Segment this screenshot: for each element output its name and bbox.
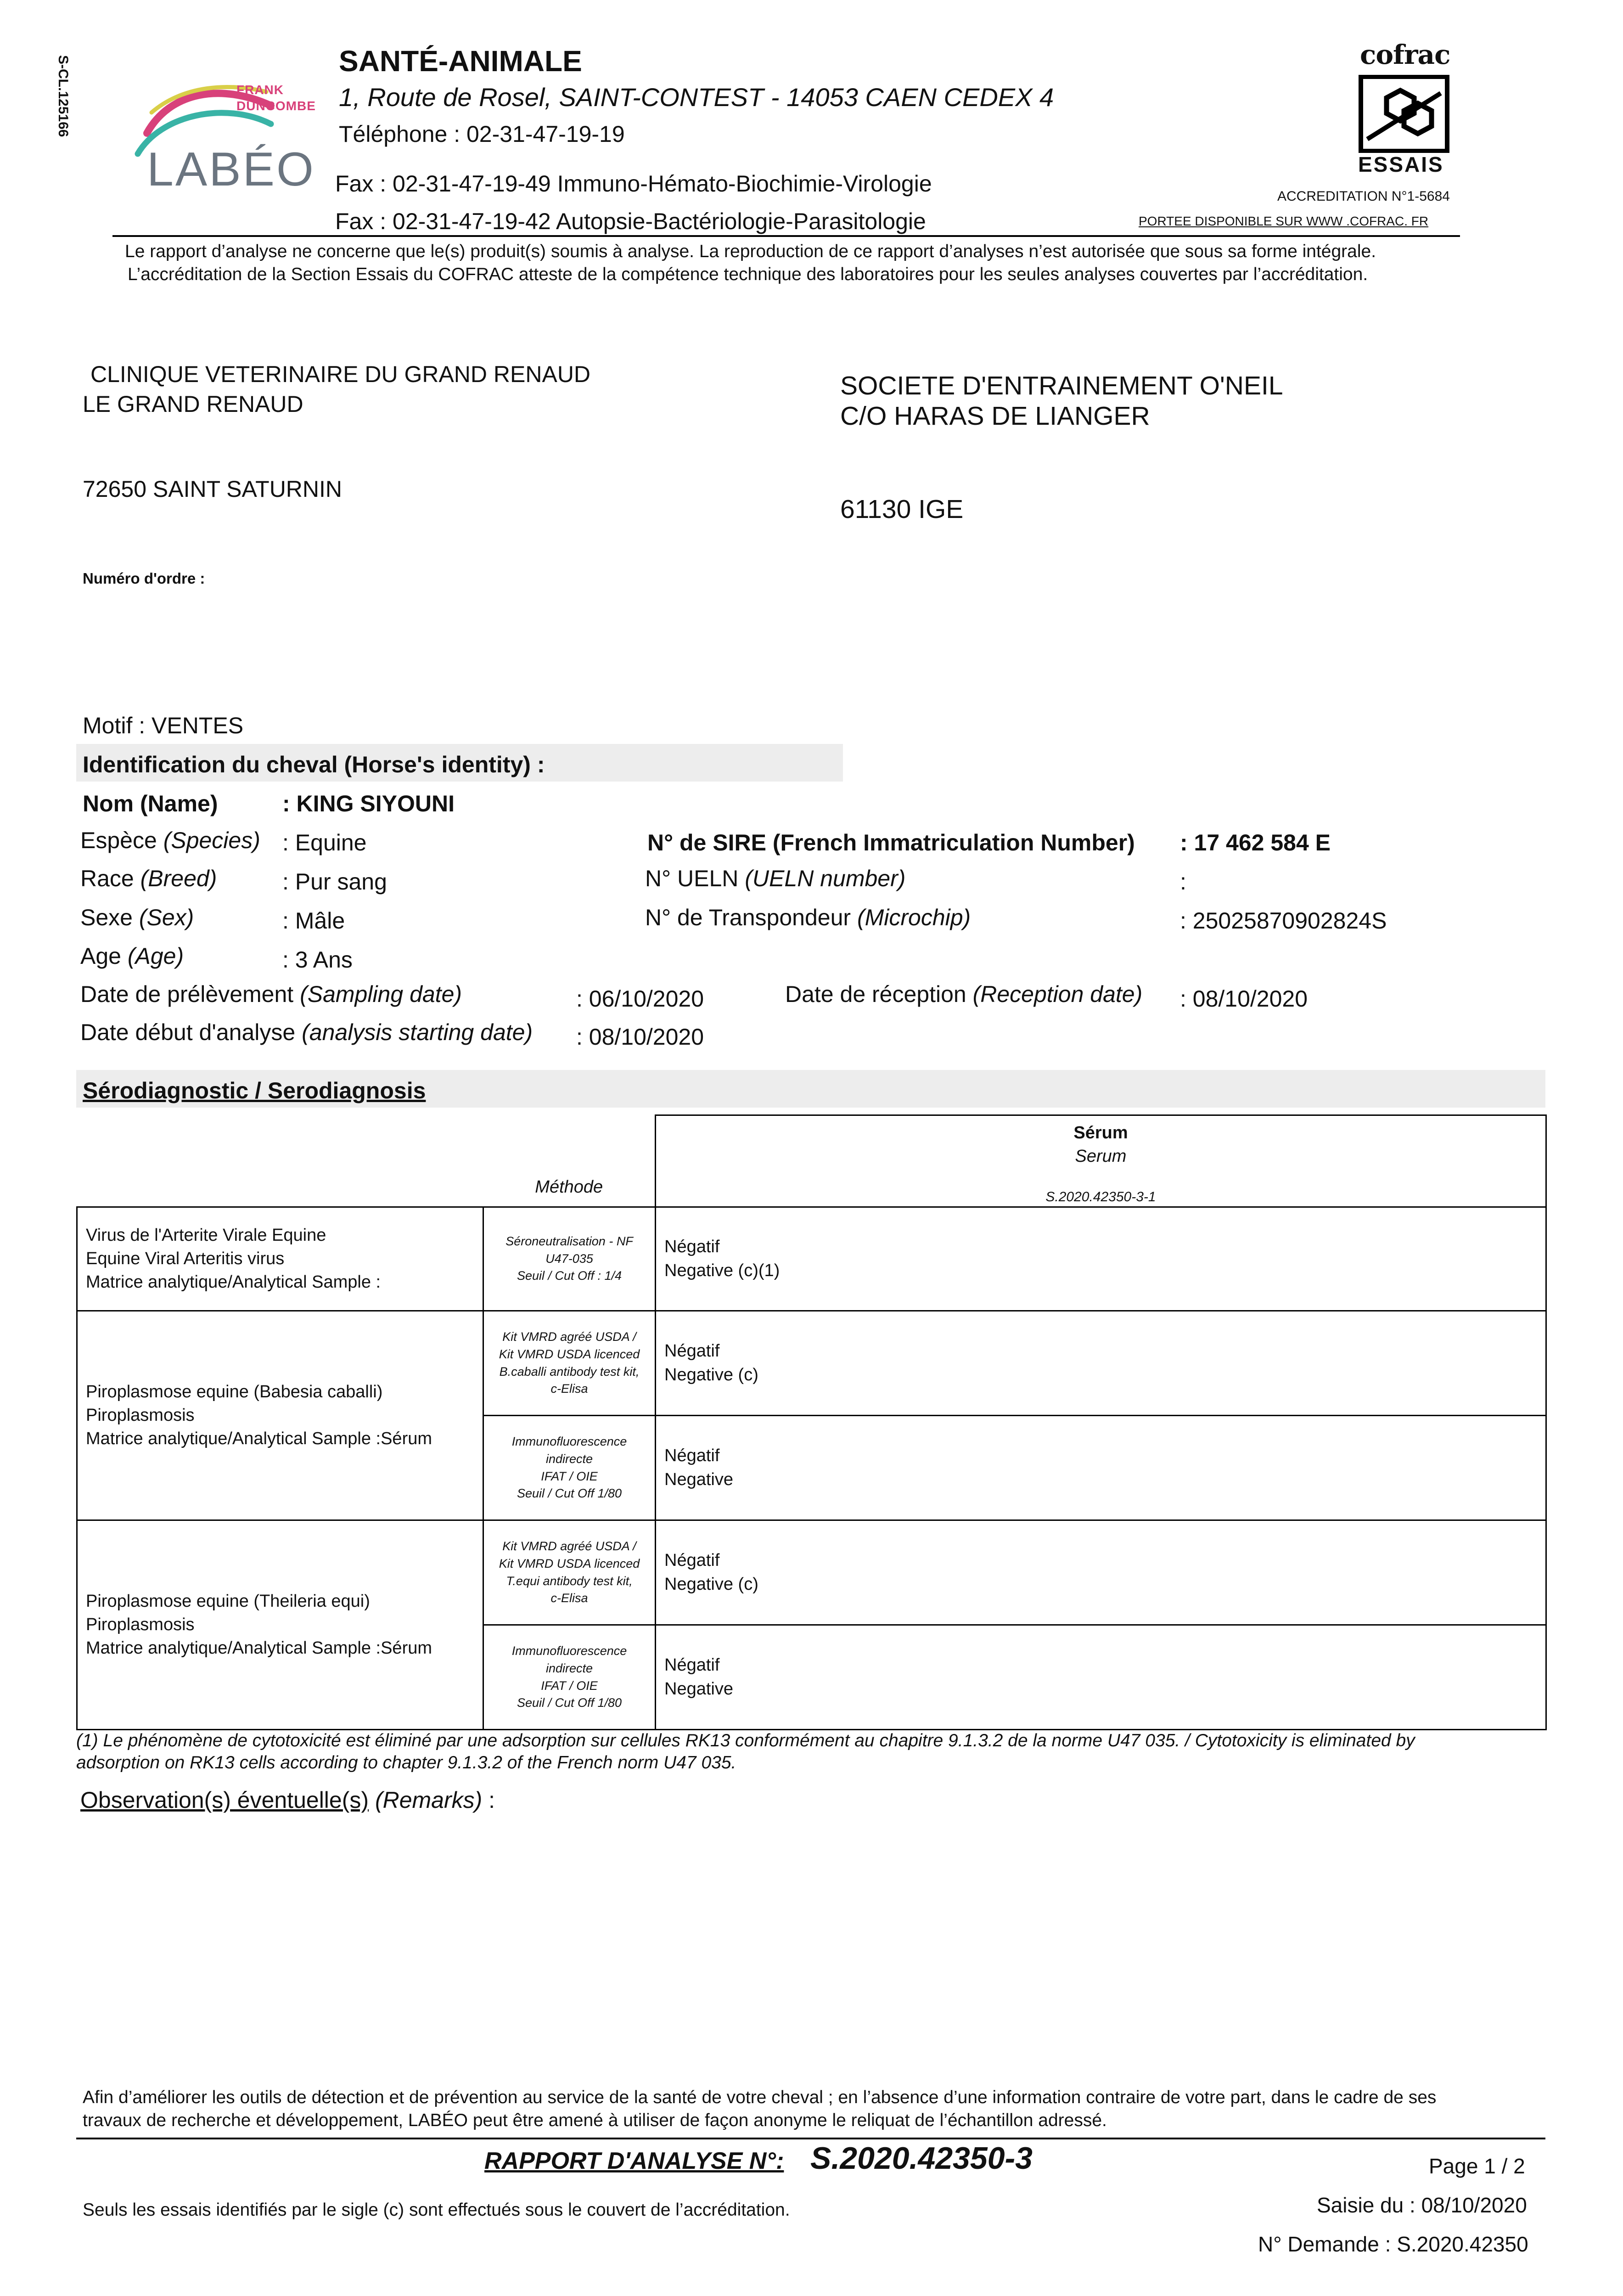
disclaimer-line-1: Le rapport d’analyse ne concerne que le(s) produit(s) soumis à analyse. La reproduction de ce rapport d’analyses n’est autorisée que sous sa forme intégrale.: [125, 242, 1376, 261]
footnote-line-1: (1) Le phénomène de cytotoxicité est éliminé par une adsorption sur cellules RK13 conformément au chapitre 9.1.3.2 de la norme U47 035. / Cytotoxicity is eliminated by: [76, 1731, 1415, 1750]
name-label: Nom (Name): [83, 791, 218, 816]
table-row: [77, 1520, 1546, 1625]
species-label-en: (Species): [163, 827, 260, 853]
sample-id: S.2020.42350-3-1: [1045, 1189, 1156, 1204]
age-label: [80, 942, 184, 970]
sender-line-2: LE GRAND RENAUD: [83, 391, 303, 417]
research-notice-line-2: travaux de recherche et développement, LABÉO peut être amené à utiliser de façon anonyme le reliquat de l’échantillon adressé.: [83, 2110, 1107, 2130]
result-cell: [656, 1416, 1546, 1520]
analyte-line: Piroplasmosis: [86, 1615, 195, 1634]
species-label: [80, 827, 260, 854]
serology-section-title: Sérodiagnostic / Serodiagnosis: [83, 1078, 426, 1103]
method-cell: [483, 1520, 656, 1625]
method-line: Séroneutralisation - NF: [505, 1234, 633, 1248]
ueln-value: :: [1180, 869, 1186, 895]
cofrac-title: cofrac: [1360, 39, 1450, 70]
sex-label-fr: Sexe: [80, 905, 133, 930]
sire-label: N° de SIRE (French Immatriculation Number): [647, 830, 1135, 855]
page-indicator: Page 1 / 2: [1429, 2154, 1525, 2178]
motif: Motif : VENTES: [83, 713, 244, 738]
identity-section-title: Identification du cheval (Horse's identity) :: [83, 752, 545, 777]
method-line: Kit VMRD USDA licenced: [499, 1347, 640, 1361]
method-line: Immunofluorescence: [511, 1644, 627, 1658]
org-phone: Téléphone : 02-31-47-19-19: [339, 121, 625, 147]
result-en: Negative (c): [664, 1574, 758, 1594]
method-line: U47-035: [545, 1251, 593, 1266]
age-label-en: (Age): [127, 943, 184, 969]
method-line: indirecte: [545, 1452, 593, 1466]
analyte-line: Piroplasmose equine (Babesia caballi): [86, 1382, 383, 1401]
ueln-label-fr: N° UELN: [645, 866, 739, 891]
remarks-colon: :: [489, 1787, 495, 1813]
org-fax-1: Fax : 02-31-47-19-49 Immuno-Hémato-Biochimie-Virologie: [335, 171, 932, 197]
transponder-label: [645, 904, 971, 931]
cofrac-portee-link[interactable]: PORTEE DISPONIBLE SUR WWW .COFRAC. FR: [1139, 214, 1429, 228]
table-row: [77, 1207, 1546, 1311]
sampling-date-value: : 06/10/2020: [576, 986, 704, 1012]
result-fr: Négatif: [664, 1551, 720, 1570]
analysis-date-label-en: (analysis starting date): [302, 1019, 533, 1045]
result-cell: [656, 1520, 1546, 1625]
result-en: Negative (c): [664, 1365, 758, 1384]
report-number: S.2020.42350-3: [810, 2141, 1033, 2176]
result-en: Negative: [664, 1679, 733, 1699]
remarks-label: [80, 1786, 495, 1814]
reception-date-label-fr: Date de réception: [785, 981, 966, 1007]
species-label-fr: Espèce: [80, 827, 157, 853]
report-number-label: RAPPORT D'ANALYSE N°:: [484, 2148, 784, 2174]
serum-header-en: Serum: [1075, 1147, 1127, 1166]
header-empty-cell: [77, 1115, 483, 1207]
species-value: : Equine: [282, 830, 367, 855]
sampling-date-label-fr: Date de prélèvement: [80, 981, 294, 1007]
transponder-label-fr: N° de Transpondeur: [645, 905, 851, 930]
document-side-code: S-CL.125166: [56, 55, 71, 137]
sender-line-1: CLINIQUE VETERINAIRE DU GRAND RENAUD: [90, 361, 591, 387]
method-cell: [483, 1625, 656, 1730]
order-number-label: Numéro d'ordre :: [83, 570, 205, 587]
result-fr: Négatif: [664, 1341, 720, 1361]
analysis-date-label: [80, 1019, 533, 1046]
method-line: Seuil / Cut Off : 1/4: [517, 1269, 622, 1283]
analyte-cell: [77, 1520, 483, 1730]
logo-tagline-1: FRANK: [236, 83, 284, 97]
sex-value: : Mâle: [282, 908, 345, 934]
remarks-label-en: (Remarks): [375, 1787, 483, 1813]
ueln-label: [645, 865, 905, 892]
method-line: Immunofluorescence: [511, 1435, 627, 1448]
serum-header-cell: [656, 1115, 1546, 1207]
method-cell: [483, 1311, 656, 1416]
research-notice-line-1: Afin d’améliorer les outils de détection et de prévention au service de la santé de votre cheval ; en l’absence d’une information contraire de votre part, dans le cadre de ses: [83, 2088, 1437, 2107]
reception-date-label: [785, 980, 1142, 1008]
result-cell: [656, 1311, 1546, 1416]
method-header-cell: [483, 1115, 656, 1207]
analyte-line: Matrice analytique/Analytical Sample :Sérum: [86, 1429, 432, 1449]
method-line: Kit VMRD agréé USDA /: [502, 1539, 636, 1553]
name-value: : KING SIYOUNI: [282, 791, 455, 816]
age-label-fr: Age: [80, 943, 121, 969]
method-line: IFAT / OIE: [541, 1469, 598, 1483]
reception-date-value: : 08/10/2020: [1180, 986, 1308, 1012]
method-header: Méthode: [535, 1177, 603, 1197]
method-line: indirecte: [545, 1661, 593, 1675]
sampling-date-label: [80, 980, 462, 1008]
serology-results-table: [76, 1114, 1547, 1730]
result-fr: Négatif: [664, 1446, 720, 1466]
breed-label: [80, 865, 217, 892]
method-line: c-Elisa: [550, 1382, 588, 1396]
org-fax-2: Fax : 02-31-47-19-42 Autopsie-Bactériologie-Parasitologie: [335, 208, 926, 234]
analyte-line: Virus de l'Arterite Virale Equine: [86, 1225, 326, 1245]
sender-city: 72650 SAINT SATURNIN: [83, 476, 343, 502]
analyte-line: Matrice analytique/Analytical Sample :Sérum: [86, 1638, 432, 1658]
analyte-line: Piroplasmosis: [86, 1405, 195, 1425]
sex-label: [80, 904, 194, 931]
remarks-label-fr: Observation(s) éventuelle(s): [80, 1787, 369, 1813]
recipient-line-1: SOCIETE D'ENTRAINEMENT O'NEIL: [840, 371, 1283, 400]
method-line: Seuil / Cut Off 1/80: [517, 1486, 622, 1501]
result-en: Negative (c)(1): [664, 1261, 780, 1280]
method-line: T.equi antibody test kit,: [506, 1574, 633, 1588]
method-line: Seuil / Cut Off 1/80: [517, 1696, 622, 1710]
logo-tagline-2: DUNCOMBE: [236, 99, 316, 113]
method-line: B.caballi antibody test kit,: [499, 1364, 640, 1379]
breed-label-fr: Race: [80, 866, 134, 891]
method-cell: [483, 1207, 656, 1311]
sire-value: : 17 462 584 E: [1180, 830, 1331, 855]
method-line: IFAT / OIE: [541, 1678, 598, 1693]
method-line: c-Elisa: [550, 1591, 588, 1605]
result-fr: Négatif: [664, 1655, 720, 1675]
breed-label-en: (Breed): [140, 866, 217, 891]
header-divider: [112, 235, 1460, 237]
result-cell: [656, 1625, 1546, 1730]
disclaimer-line-2: L’accréditation de la Section Essais du COFRAC atteste de la compétence technique des laboratoires pour les seules analyses couvertes par l’accréditation.: [128, 264, 1368, 284]
labeo-logo: [119, 73, 321, 197]
method-line: Kit VMRD agréé USDA /: [502, 1330, 636, 1344]
transponder-value: : 25025870902824S: [1180, 908, 1387, 934]
result-en: Negative: [664, 1469, 733, 1489]
footnote-line-2: adsorption on RK13 cells according to chapter 9.1.3.2 of the French norm U47 035.: [76, 1753, 736, 1773]
analyte-cell: [77, 1207, 483, 1311]
ueln-label-en: (UELN number): [745, 866, 906, 891]
age-value: : 3 Ans: [282, 947, 353, 973]
recipient-city: 61130 IGE: [840, 495, 964, 524]
result-cell: [656, 1207, 1546, 1311]
analyte-line: Matrice analytique/Analytical Sample :: [86, 1272, 381, 1292]
logo-brand: LABÉO: [147, 143, 315, 196]
sex-label-en: (Sex): [139, 905, 194, 930]
transponder-label-en: (Microchip): [857, 905, 971, 930]
method-cell: [483, 1416, 656, 1520]
analysis-date-label-fr: Date début d'analyse: [80, 1019, 296, 1045]
org-name: SANTÉ-ANIMALE: [339, 45, 582, 78]
cofrac-hexagon-icon: [1358, 75, 1450, 153]
result-fr: Négatif: [664, 1237, 720, 1257]
breed-value: : Pur sang: [282, 869, 387, 895]
reception-date-label-en: (Reception date): [972, 981, 1143, 1007]
org-address: 1, Route de Rosel, SAINT-CONTEST - 14053 CAEN CEDEX 4: [339, 83, 1054, 112]
serum-header-fr: Sérum: [1073, 1123, 1128, 1142]
seized-date: Saisie du : 08/10/2020: [1317, 2193, 1527, 2217]
table-header-row: [77, 1115, 1546, 1207]
cofrac-essais: ESSAIS: [1358, 152, 1444, 176]
analyte-cell: [77, 1311, 483, 1520]
request-number: N° Demande : S.2020.42350: [1258, 2232, 1528, 2256]
footer-divider: [76, 2138, 1545, 2139]
cofrac-accreditation: ACCREDITATION N°1-5684: [1277, 189, 1450, 204]
analyte-line: Piroplasmose equine (Theileria equi): [86, 1591, 370, 1611]
table-row: [77, 1311, 1546, 1416]
recipient-line-2: C/O HARAS DE LIANGER: [840, 401, 1150, 431]
accreditation-note: Seuls les essais identifiés par le sigle (c) sont effectués sous le couvert de l’accréditation.: [83, 2200, 790, 2220]
analysis-date-value: : 08/10/2020: [576, 1024, 704, 1050]
method-line: Kit VMRD USDA licenced: [499, 1556, 640, 1570]
analyte-line: Equine Viral Arteritis virus: [86, 1249, 285, 1268]
sampling-date-label-en: (Sampling date): [300, 981, 462, 1007]
cofrac-logo: [1354, 39, 1451, 177]
